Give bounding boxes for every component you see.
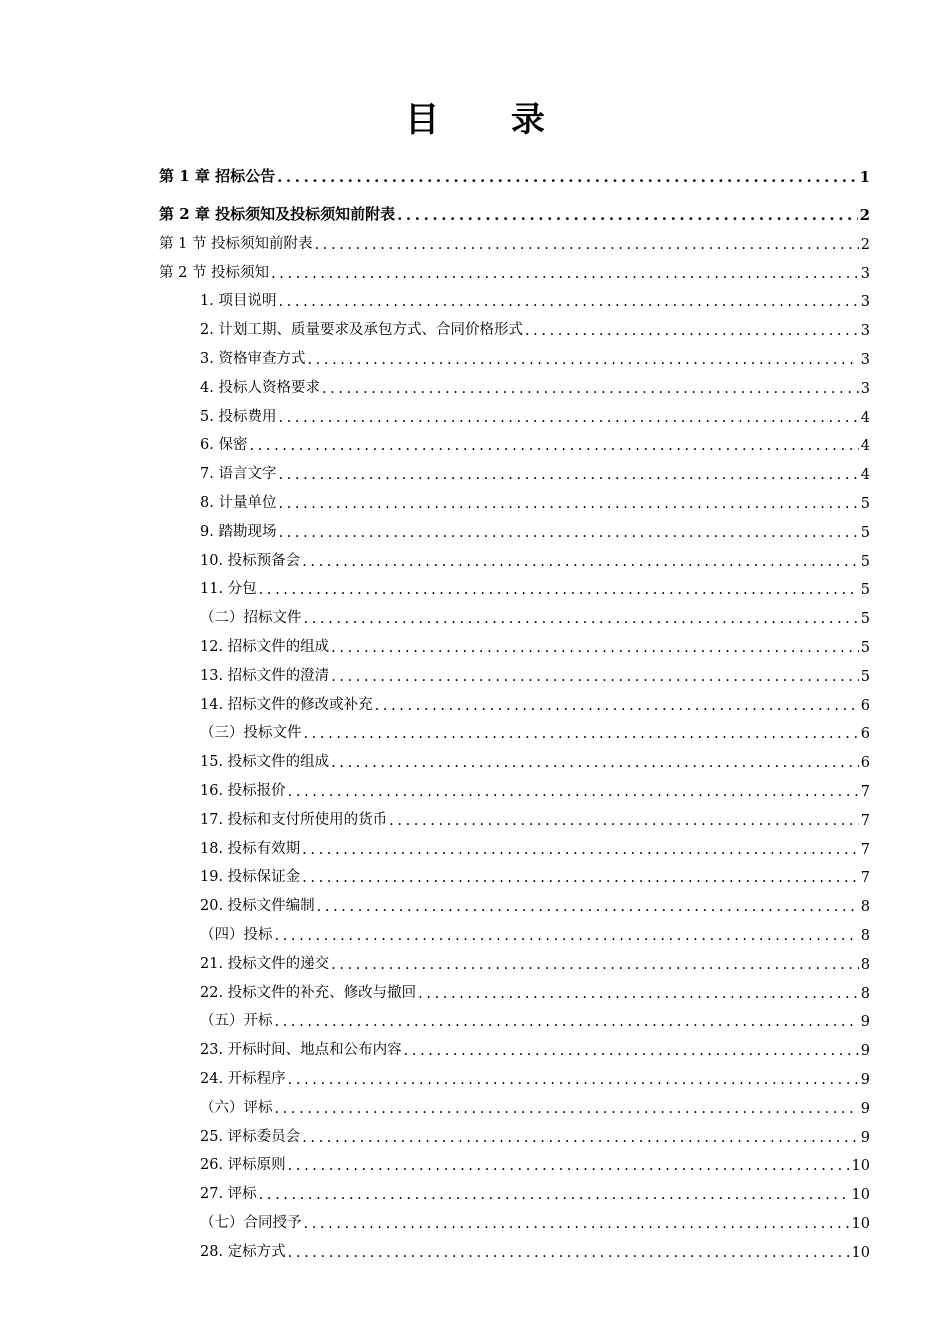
toc-entry-page-number: 3 <box>860 265 870 282</box>
toc-leader-dots <box>288 1072 859 1088</box>
toc-entry-page-number: 10 <box>851 1244 870 1261</box>
toc-entry-page-number: 3 <box>860 323 870 340</box>
toc-entry[interactable] <box>159 512 870 541</box>
toc-entry[interactable] <box>159 310 870 339</box>
toc-entry-label: （二）招标文件 <box>200 610 302 627</box>
toc-entry-page-number: 7 <box>860 841 870 858</box>
toc-entry-label: 1. 项目说明 <box>200 293 277 310</box>
toc-entry-page-number: 2 <box>860 236 870 253</box>
toc-entry-page-number: 8 <box>860 956 870 973</box>
toc-entry[interactable] <box>159 570 870 599</box>
toc-entry-label: （四）投标 <box>200 926 273 943</box>
toc-entry[interactable] <box>159 685 870 714</box>
toc-entry-label: 3. 资格审查方式 <box>200 350 306 367</box>
toc-entry[interactable] <box>159 858 870 887</box>
toc-entry-label: （六）评标 <box>200 1099 273 1116</box>
toc-entry-label: 11. 分包 <box>200 581 257 598</box>
toc-entry[interactable] <box>159 598 870 627</box>
toc-leader-dots <box>525 323 859 339</box>
toc-leader-dots <box>331 755 859 771</box>
toc-leader-dots <box>307 352 858 368</box>
toc-leader-dots <box>418 986 859 1002</box>
toc-entry[interactable] <box>159 186 870 224</box>
toc-entry-label: 15. 投标文件的组成 <box>200 754 330 771</box>
toc-entry-page-number: 4 <box>860 467 870 484</box>
toc-entry-label: 第 2 章 投标须知及投标须知前附表 <box>159 205 396 223</box>
toc-entry-page-number: 5 <box>860 582 870 599</box>
toc-leader-dots <box>278 496 858 512</box>
toc-entry[interactable] <box>159 1232 870 1261</box>
toc-entry[interactable] <box>159 224 870 253</box>
toc-entry[interactable] <box>159 253 870 282</box>
toc-leader-dots <box>278 294 858 310</box>
toc-entry-label: 12. 招标文件的组成 <box>200 638 330 655</box>
toc-entry-page-number: 8 <box>860 985 870 1002</box>
toc-entry-label: 27. 评标 <box>200 1186 257 1203</box>
toc-entry-label: 第 2 节 投标须知 <box>159 264 270 281</box>
toc-entry[interactable] <box>159 800 870 829</box>
table-of-contents <box>159 148 870 1261</box>
toc-entry-page-number: 3 <box>860 351 870 368</box>
toc-entry-page-number: 5 <box>860 639 870 656</box>
toc-entry-label: 10. 投标预备会 <box>200 552 301 569</box>
toc-entry[interactable] <box>159 454 870 483</box>
toc-entry-page-number: 7 <box>860 812 870 829</box>
toc-leader-dots <box>302 554 859 570</box>
toc-entry-label: 26. 评标原则 <box>200 1157 286 1174</box>
toc-entry[interactable] <box>159 973 870 1002</box>
toc-entry-label: 8. 计量单位 <box>200 494 277 511</box>
toc-entry-label: 22. 投标文件的补充、修改与撤回 <box>200 984 417 1001</box>
toc-entry-page-number: 6 <box>860 726 870 743</box>
toc-entry[interactable] <box>159 426 870 455</box>
toc-entry-label: 25. 评标委员会 <box>200 1128 301 1145</box>
toc-entry[interactable] <box>159 627 870 656</box>
page-title: 目 录 <box>405 100 575 140</box>
toc-entry[interactable] <box>159 742 870 771</box>
toc-leader-dots <box>275 928 859 944</box>
toc-entry[interactable] <box>159 148 870 186</box>
toc-leader-dots <box>302 842 859 858</box>
toc-entry-label: （三）投标文件 <box>200 725 302 742</box>
toc-entry-label: 28. 定标方式 <box>200 1243 286 1260</box>
toc-entry-page-number: 7 <box>860 870 870 887</box>
toc-leader-dots <box>375 698 859 714</box>
toc-entry[interactable] <box>159 1174 870 1203</box>
toc-entry-label: 18. 投标有效期 <box>200 840 301 857</box>
toc-entry-page-number: 9 <box>860 1014 870 1031</box>
toc-leader-dots <box>288 1245 850 1261</box>
toc-entry-page-number: 3 <box>860 380 870 397</box>
toc-entry[interactable] <box>159 771 870 800</box>
toc-leader-dots <box>259 1187 850 1203</box>
toc-entry-label: 9. 踏勘现场 <box>200 523 277 540</box>
toc-entry-page-number: 9 <box>860 1100 870 1117</box>
toc-entry[interactable] <box>159 1146 870 1175</box>
toc-entry-page-number: 8 <box>860 927 870 944</box>
toc-leader-dots <box>389 813 859 829</box>
toc-entry-label: （七）合同授予 <box>200 1214 302 1231</box>
toc-entry[interactable] <box>159 541 870 570</box>
toc-entry[interactable] <box>159 1117 870 1146</box>
toc-leader-dots <box>317 899 859 915</box>
toc-entry-label: 13. 招标文件的澄清 <box>200 667 330 684</box>
toc-entry-label: 17. 投标和支付所使用的货币 <box>200 811 388 828</box>
toc-entry-page-number: 10 <box>851 1215 870 1232</box>
toc-entry-label: 5. 投标费用 <box>200 408 277 425</box>
toc-leader-dots <box>277 168 857 186</box>
toc-leader-dots <box>397 206 857 224</box>
toc-leader-dots <box>288 1158 850 1174</box>
toc-entry-page-number: 9 <box>860 1071 870 1088</box>
toc-entry-page-number: 6 <box>860 755 870 772</box>
toc-entry[interactable] <box>159 1059 870 1088</box>
toc-entry-page-number: 4 <box>860 438 870 455</box>
toc-entry-page-number: 5 <box>860 495 870 512</box>
toc-leader-dots <box>278 467 858 483</box>
toc-entry-label: 2. 计划工期、质量要求及承包方式、合同价格形式 <box>200 322 523 339</box>
toc-entry-page-number: 2 <box>859 206 870 224</box>
toc-entry-page-number: 5 <box>860 668 870 685</box>
toc-leader-dots <box>331 957 859 973</box>
toc-leader-dots <box>259 582 859 598</box>
toc-leader-dots <box>304 611 859 627</box>
toc-entry-page-number: 7 <box>860 783 870 800</box>
toc-leader-dots <box>331 669 859 685</box>
toc-leader-dots <box>302 870 859 886</box>
toc-leader-dots <box>302 1130 859 1146</box>
toc-entry-page-number: 6 <box>860 697 870 714</box>
toc-entry[interactable] <box>159 714 870 743</box>
toc-leader-dots <box>275 1014 859 1030</box>
toc-entry[interactable] <box>159 368 870 397</box>
toc-entry-label: 第 1 章 招标公告 <box>159 167 276 185</box>
toc-entry-page-number: 5 <box>860 524 870 541</box>
toc-entry[interactable] <box>159 1002 870 1031</box>
toc-entry[interactable] <box>159 1203 870 1232</box>
toc-entry[interactable] <box>159 886 870 915</box>
toc-leader-dots <box>275 1101 859 1117</box>
toc-entry[interactable] <box>159 483 870 512</box>
toc-entry-label: 23. 开标时间、地点和公布内容 <box>200 1042 402 1059</box>
toc-entry-page-number: 10 <box>851 1158 870 1175</box>
toc-entry-page-number: 5 <box>860 553 870 570</box>
toc-entry-label: 16. 投标报价 <box>200 782 286 799</box>
toc-entry-page-number: 4 <box>860 409 870 426</box>
toc-leader-dots <box>404 1043 859 1059</box>
toc-leader-dots <box>304 1216 850 1232</box>
toc-entry[interactable] <box>159 944 870 973</box>
toc-entry[interactable] <box>159 282 870 311</box>
toc-entry-label: （五）开标 <box>200 1013 273 1030</box>
toc-leader-dots <box>304 726 859 742</box>
toc-entry[interactable] <box>159 397 870 426</box>
toc-entry-label: 20. 投标文件编制 <box>200 898 315 915</box>
toc-entry-label: 第 1 节 投标须知前附表 <box>159 235 313 252</box>
toc-entry-page-number: 8 <box>860 899 870 916</box>
toc-entry-page-number: 1 <box>859 168 870 186</box>
toc-entry-label: 7. 语言文字 <box>200 466 277 483</box>
toc-entry[interactable] <box>159 915 870 944</box>
toc-entry-label: 6. 保密 <box>200 437 248 454</box>
toc-leader-dots <box>249 438 858 454</box>
toc-entry[interactable] <box>159 656 870 685</box>
toc-entry-page-number: 9 <box>860 1129 870 1146</box>
toc-entry-label: 19. 投标保证金 <box>200 869 301 886</box>
toc-entry-label: 24. 开标程序 <box>200 1070 286 1087</box>
toc-leader-dots <box>315 237 859 253</box>
toc-entry-label: 4. 投标人资格要求 <box>200 379 320 396</box>
toc-entry[interactable] <box>159 1030 870 1059</box>
toc-entry-page-number: 10 <box>851 1187 870 1204</box>
toc-leader-dots <box>322 381 859 397</box>
toc-leader-dots <box>288 784 859 800</box>
toc-entry[interactable] <box>159 1088 870 1117</box>
toc-entry[interactable] <box>159 829 870 858</box>
toc-leader-dots <box>278 410 858 426</box>
toc-leader-dots <box>331 640 859 656</box>
toc-entry-label: 21. 投标文件的递交 <box>200 955 330 972</box>
toc-leader-dots <box>271 266 859 282</box>
toc-entry-label: 14. 招标文件的修改或补充 <box>200 696 373 713</box>
toc-leader-dots <box>278 525 858 541</box>
toc-entry[interactable] <box>159 339 870 368</box>
toc-entry-page-number: 5 <box>860 611 870 628</box>
toc-entry-page-number: 9 <box>860 1043 870 1060</box>
toc-entry-page-number: 3 <box>860 294 870 311</box>
